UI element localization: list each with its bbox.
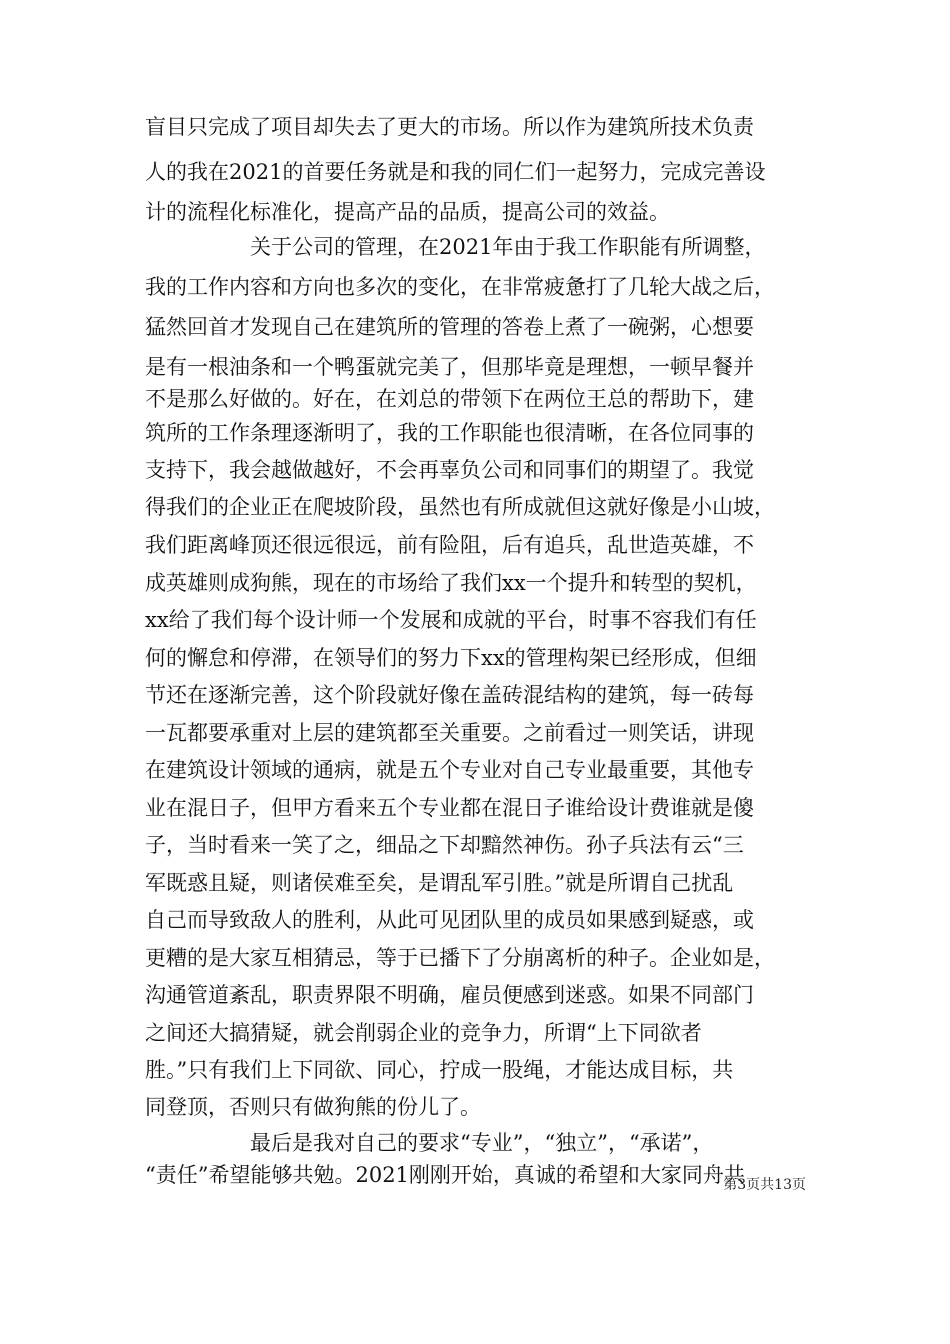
text-line: 在建筑设计领域的通病，就是五个专业对自己专业最重要，其他专 bbox=[145, 758, 754, 782]
text-line: xx给了我们每个设计师一个发展和成就的平台，时事不容我们有任 bbox=[145, 608, 757, 632]
text-line: 之间还大搞猜疑，就会削弱企业的竞争力，所谓“上下同欲者 bbox=[145, 1021, 702, 1045]
text-line: 同登顶，否则只有做狗熊的份儿了。 bbox=[145, 1095, 481, 1119]
text-line: 业在混日子，但甲方看来五个专业都在混日子谁给设计费谁就是傻 bbox=[145, 796, 754, 820]
text-line: 一瓦都要承重对上层的建筑都至关重要。之前看过一则笑话，讲现 bbox=[145, 721, 754, 745]
text-line: 自己而导致敌人的胜利，从此可见团队里的成员如果感到疑惑，或 bbox=[145, 908, 754, 932]
text-line: 子，当时看来一笑了之，细品之下却黯然神伤。孙子兵法有云“三 bbox=[145, 833, 744, 857]
text-line: 是有一根油条和一个鸭蛋就完美了，但那毕竟是理想，一顿早餐并 bbox=[145, 355, 754, 379]
text-line: 猛然回首才发现自己在建筑所的管理的答卷上煮了一碗粥，心想要 bbox=[145, 315, 754, 339]
text-line: 支持下，我会越做越好，不会再辜负公司和同事们的期望了。我觉 bbox=[145, 458, 754, 482]
text-line: 何的懈怠和停滞，在领导们的努力下xx的管理构架已经形成，但细 bbox=[145, 646, 757, 670]
text-line: 军既惑且疑，则诸侯难至矣，是谓乱军引胜。”就是所谓自己扰乱 bbox=[145, 871, 734, 895]
text-line: 筑所的工作条理逐渐明了，我的工作职能也很清晰，在各位同事的 bbox=[145, 421, 754, 445]
page-number-footer: 第3页共13页 bbox=[723, 1177, 806, 1193]
text-line: “责任”希望能够共勉。2021刚刚开始，真诚的希望和大家同舟共 bbox=[145, 1163, 745, 1187]
text-line: 胜。”只有我们上下同欲、同心，拧成一股绳，才能达成目标，共 bbox=[145, 1058, 734, 1082]
text-line: 沟通管道紊乱，职责界限不明确，雇员便感到迷惑。如果不同部门 bbox=[145, 983, 754, 1007]
text-line: 得我们的企业正在爬坡阶段，虽然也有所成就但这就好像是小山坡， bbox=[145, 495, 775, 519]
text-line: 人的我在2021的首要任务就是和我的同仁们一起努力，完成完善设 bbox=[145, 160, 766, 184]
text-line: 盲目只完成了项目却失去了更大的市场。所以作为建筑所技术负责 bbox=[145, 115, 754, 139]
text-line: 我们距离峰顶还很远很远，前有险阻，后有追兵，乱世造英雄，不 bbox=[145, 533, 754, 557]
text-line: 成英雄则成狗熊，现在的市场给了我们xx一个提升和转型的契机， bbox=[145, 571, 757, 595]
text-line: 不是那么好做的。好在，在刘总的带领下在两位王总的帮助下，建 bbox=[145, 387, 754, 411]
text-line: 节还在逐渐完善，这个阶段就好像在盖砖混结构的建筑，每一砖每 bbox=[145, 683, 754, 707]
text-line: 我的工作内容和方向也多次的变化，在非常疲惫打了几轮大战之后， bbox=[145, 275, 775, 299]
text-line: 计的流程化标准化，提高产品的品质，提高公司的效益。 bbox=[145, 200, 670, 224]
text-line: 更糟的是大家互相猜忌，等于已播下了分崩离析的种子。企业如是， bbox=[145, 946, 775, 970]
paragraph-first-line: 关于公司的管理，在2021年由于我工作职能有所调整， bbox=[250, 235, 766, 259]
paragraph-first-line: 最后是我对自己的要求“专业”，“独立”，“承诺”， bbox=[250, 1131, 714, 1155]
